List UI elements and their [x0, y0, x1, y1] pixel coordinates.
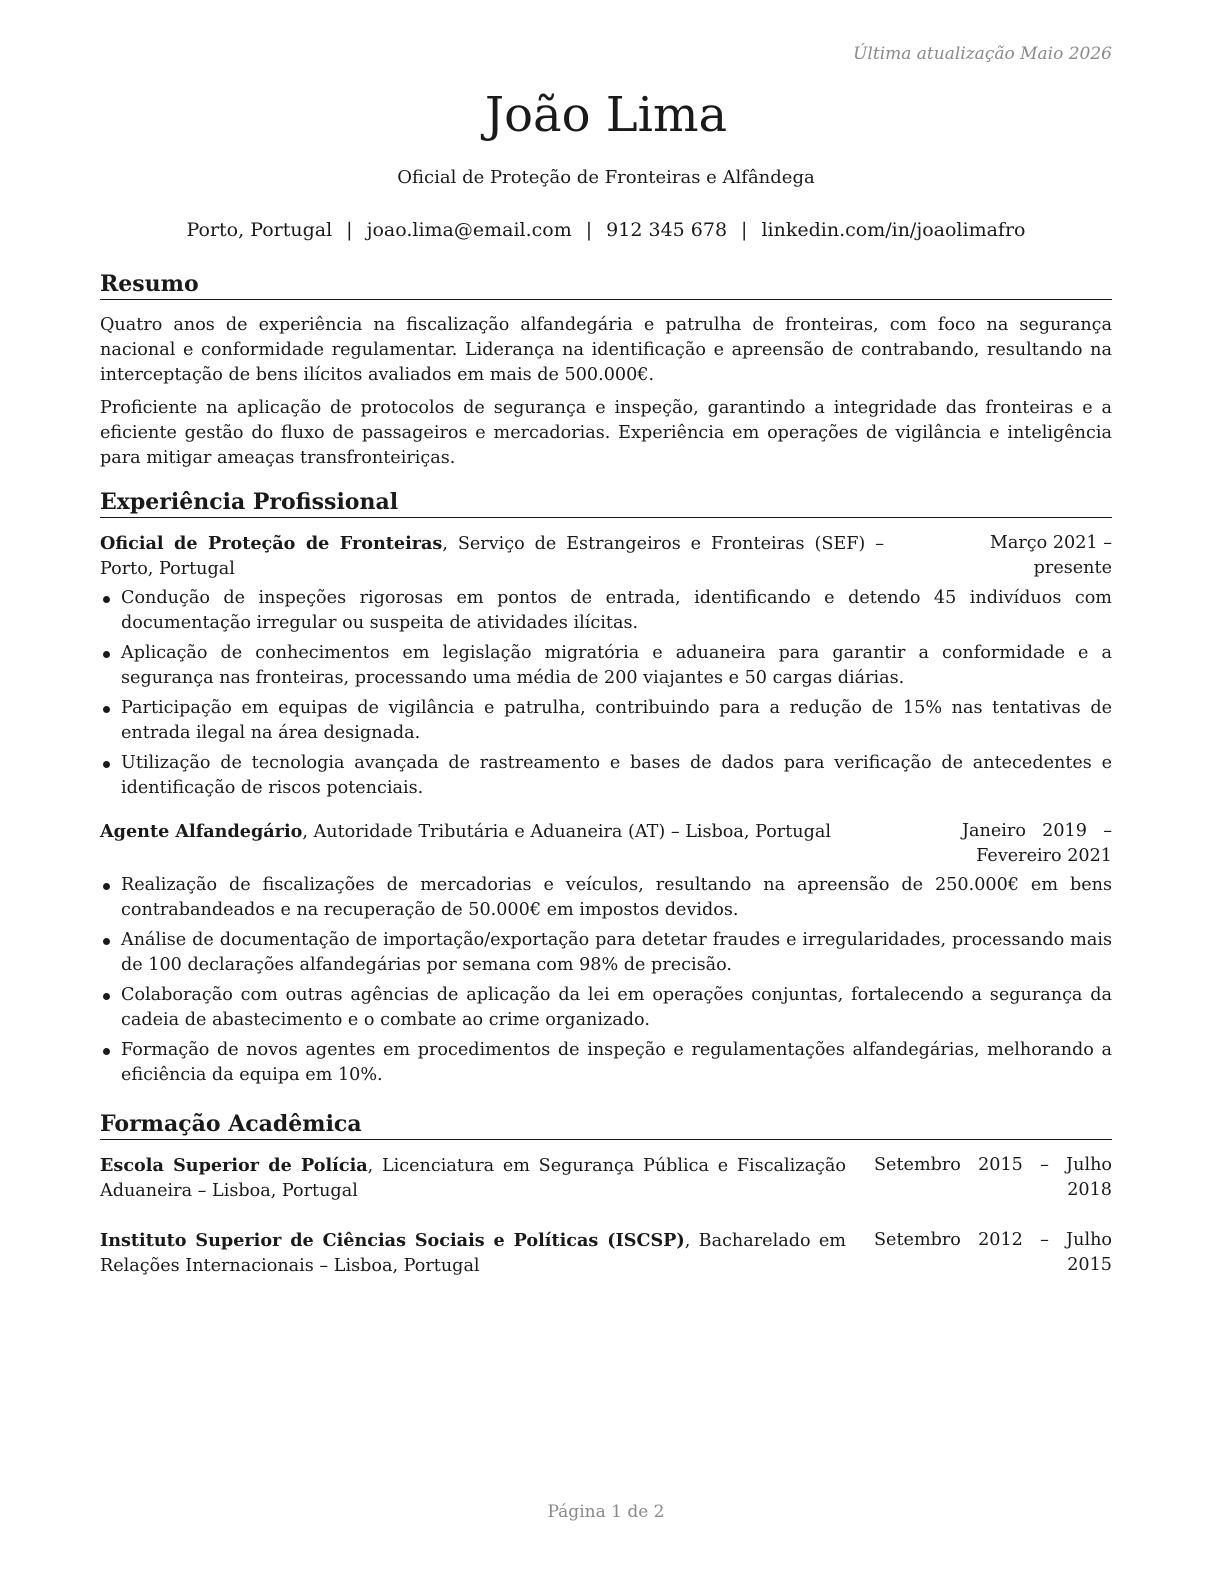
job-role: Oficial de Proteção de Fronteiras	[100, 533, 443, 555]
list-item: Colaboração com outras agências de aplicação da lei em operações conjuntas, fortalecendo a segurança da cadeia de abastecimento e o combate ao crime organizado.	[100, 983, 1112, 1033]
school-name: Escola Superior de Polícia	[100, 1155, 368, 1177]
contact-separator: |	[585, 219, 593, 241]
job-dates: Janeiro 2019 – Fevereiro 2021	[962, 821, 1112, 867]
resume-page	[100, 0, 1112, 1584]
education-section	[100, 1111, 1112, 1279]
education-entry	[100, 1153, 1112, 1204]
last-updated: Última atualização Maio 2026	[853, 44, 1112, 64]
list-item: Condução de inspeções rigorosas em pontos de entrada, identificando e detendo 45 indivíduos com documentação irregular ou suspeita de atividades ilícitas.	[100, 586, 1112, 636]
list-item: Análise de documentação de importação/exportação para detetar fraudes e irregularidades, processando mais de 100 declarações alfandegárias por semana com 98% de precisão.	[100, 928, 1112, 978]
job-org: , Serviço de Estrangeiros e Fronteiras (SEF) – Porto, Portugal	[100, 534, 884, 580]
contact-line	[100, 219, 1112, 241]
degree-details: , Licenciatura em Segurança Pública e Fiscalização Aduaneira – Lisboa, Portugal	[100, 1156, 846, 1202]
education-dates: Setembro 2012 – Julho 2015	[874, 1230, 1112, 1276]
entry-header	[100, 1153, 1112, 1204]
page-number: Página 1 de 2	[547, 1502, 665, 1522]
experience-entry	[100, 531, 1112, 801]
list-item: Aplicação de conhecimentos em legislação migratória e aduaneira para garantir a conformidade e a segurança nas fronteiras, processando uma média de 200 viajantes e 50 cargas diárias.	[100, 641, 1112, 691]
job-dates: Março 2021 – presente	[989, 533, 1112, 579]
bullet-list	[100, 873, 1112, 1088]
job-org: , Autoridade Tributária e Aduaneira (AT) – Lisboa, Portugal	[302, 822, 831, 843]
list-item: Utilização de tecnologia avançada de rastreamento e bases de dados para verificação de antecedentes e identificação de riscos potenciais.	[100, 751, 1112, 801]
summary-paragraph: Proficiente na aplicação de protocolos de segurança e inspeção, garantindo a integridade das fronteiras e a eficiente gestão do fluxo de passageiros e mercadorias. Experiência em operações de vigilância e inteligência para mitigar ameaças transfronteiriças.	[100, 398, 1112, 469]
education-entry	[100, 1228, 1112, 1279]
summary-paragraph: Quatro anos de experiência na fiscalização alfandegária e patrulha de fronteiras, com foco na segurança nacional e conformidade regulamentar. Liderança na identificação e apreensão de contrabando, resultando na interceptação de bens ilícitos avaliados em mais de 500.000€.	[100, 315, 1112, 386]
contact-linkedin[interactable]: linkedin.com/in/joaolimafro	[761, 219, 1026, 241]
bullet-list	[100, 586, 1112, 801]
summary-section	[100, 271, 1112, 471]
section-title: Experiência Profissional	[100, 489, 1112, 518]
list-item: Realização de fiscalizações de mercadorias e veículos, resultando na apreensão de 250.000€ em bens contrabandeados e na recuperação de 50.000€ em impostos devidos.	[100, 873, 1112, 923]
job-role: Agente Alfandegário	[100, 821, 303, 843]
degree-details: , Bacharelado em Relações Internacionais – Lisboa, Portugal	[100, 1231, 846, 1277]
list-item: Participação em equipas de vigilância e patrulha, contribuindo para a redução de 15% nas tentativas de entrada ilegal na área designada.	[100, 696, 1112, 746]
candidate-title: Oficial de Proteção de Fronteiras e Alfândega	[397, 167, 815, 188]
experience-entry	[100, 819, 1112, 1088]
section-title: Resumo	[100, 271, 1112, 300]
contact-location: Porto, Portugal	[186, 219, 333, 241]
contact-phone: 912 345 678	[606, 219, 728, 241]
section-title: Formação Acadêmica	[100, 1111, 1112, 1140]
contact-email[interactable]: joao.lima@email.com	[366, 219, 572, 241]
entry-header	[100, 1228, 1112, 1279]
entry-header	[100, 819, 1112, 869]
education-dates: Setembro 2015 – Julho 2018	[874, 1155, 1112, 1201]
entry-header	[100, 531, 1112, 582]
candidate-name: João Lima	[484, 87, 728, 143]
experience-section	[100, 489, 1112, 1093]
list-item: Formação de novos agentes em procedimentos de inspeção e regulamentações alfandegárias, melhorando a eficiência da equipa em 10%.	[100, 1038, 1112, 1088]
contact-separator: |	[741, 219, 748, 241]
contact-separator: |	[346, 219, 353, 241]
school-name: Instituto Superior de Ciências Sociais e Políticas (ISCSP)	[100, 1230, 685, 1252]
